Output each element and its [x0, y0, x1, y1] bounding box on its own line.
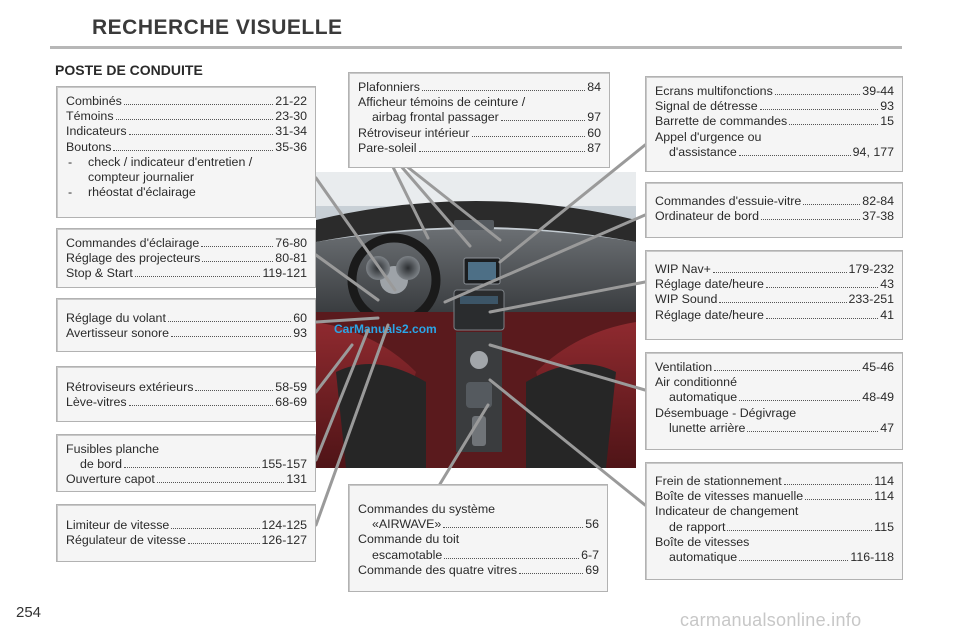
box-eclairage: [56, 228, 316, 288]
cockpit-illustration: [316, 172, 636, 468]
entry-airwave-title: Commandes du système: [358, 502, 496, 516]
entry-bvm: Boîte de vitesses manuelle 114: [655, 489, 894, 504]
entry-pare-soleil: Pare-soleil 87: [358, 140, 601, 155]
section-title: POSTE DE CONDUITE: [55, 62, 203, 78]
entry-fusibles: de bord 155-157: [80, 457, 307, 472]
bullet-check: - check / indicateur d'entretien /: [68, 154, 253, 169]
entry-boutons: Boutons 35-36: [66, 139, 307, 154]
box-essuie: [645, 182, 903, 238]
title-rule: [50, 46, 902, 49]
entry-combines: Combinés 21-22: [66, 94, 307, 108]
entry-commandes-eclairage: Commandes d'éclairage 76-80: [66, 236, 307, 250]
page-header: [0, 0, 960, 50]
box-combines: [56, 86, 316, 218]
entry-date-heure-2: Réglage date/heure 41: [655, 307, 894, 322]
entry-toit: escamotable 6-7: [372, 547, 599, 562]
entry-frein: Frein de stationnement 114: [655, 474, 894, 488]
box-retroviseurs: [56, 366, 316, 422]
entry-afficheur-title: Afficheur témoins de ceinture /: [358, 95, 526, 110]
box-frein: [645, 462, 903, 580]
entry-reglage-volant: Réglage du volant 60: [66, 311, 307, 325]
entry-airwave: «AIRWAVE» 56: [372, 517, 599, 532]
entry-ecrans: Ecrans multifonctions 39-44: [655, 84, 894, 98]
box-limiteur: [56, 504, 316, 562]
entry-ouverture-capot: Ouverture capot 131: [66, 472, 307, 487]
entry-toit-title: Commande du toit: [358, 532, 460, 547]
entry-wip-nav: WIP Nav+ 179-232: [655, 262, 894, 276]
entry-retroviseurs-ext: Rétroviseurs extérieurs 58-59: [66, 380, 307, 394]
entry-essuie-vitre: Commandes d'essuie-vitre 82-84: [655, 194, 894, 208]
page-number: 254: [16, 604, 42, 621]
entry-bva: automatique 116-118: [669, 550, 894, 565]
entry-indicateur: de rapport 115: [669, 519, 894, 534]
entry-quatre-vitres: Commande des quatre vitres 69: [358, 562, 599, 577]
entry-limiteur: Limiteur de vitesse 124-125: [66, 518, 307, 532]
entry-avertisseur: Avertisseur sonore 93: [66, 326, 307, 341]
box-fusibles: [56, 434, 316, 492]
entry-indicateurs: Indicateurs 31-34: [66, 124, 307, 139]
entry-appel-title: Appel d'urgence ou: [655, 129, 762, 144]
entry-bva-title: Boîte de vitesses: [655, 534, 750, 549]
entry-fusibles-title: Fusibles planche: [66, 442, 159, 456]
entry-temoins: Témoins 23-30: [66, 109, 307, 124]
entry-reglage-projecteurs: Réglage des projecteurs 80-81: [66, 251, 307, 266]
entry-air-title: Air conditionné: [655, 375, 737, 390]
photo-watermark: CarManuals2.com: [334, 322, 437, 336]
bullet-check-2: compteur journalier: [88, 170, 195, 185]
page-title: RECHERCHE VISUELLE: [92, 16, 343, 39]
entry-ventilation: Ventilation 45-46: [655, 360, 894, 374]
box-plafonniers: [348, 72, 610, 168]
cockpit-photo: [316, 172, 636, 468]
entry-plafonniers: Plafonniers 84: [358, 80, 601, 94]
entry-desembuage-title: Désembuage - Dégivrage: [655, 405, 797, 420]
entry-indicateur-title: Indicateur de changement: [655, 504, 799, 519]
box-wip: [645, 250, 903, 340]
entry-afficheur: airbag frontal passager 97: [372, 110, 601, 125]
entry-wip-sound: WIP Sound 233-251: [655, 292, 894, 307]
entry-stop-start: Stop & Start 119-121: [66, 266, 307, 281]
box-airwave: [348, 484, 608, 592]
bullet-rheostat: - rhéostat d'éclairage: [68, 185, 196, 200]
box-volant: [56, 298, 316, 352]
entry-air: automatique 48-49: [669, 390, 894, 405]
entry-barrette: Barrette de commandes 15: [655, 114, 894, 129]
entry-retroviseur-int: Rétroviseur intérieur 60: [358, 125, 601, 140]
box-ventilation: [645, 352, 903, 450]
entry-leve-vitres: Lève-vitres 68-69: [66, 395, 307, 410]
entry-appel: d'assistance 94, 177: [669, 144, 894, 159]
entry-regulateur: Régulateur de vitesse 126-127: [66, 533, 307, 548]
entry-date-heure-1: Réglage date/heure 43: [655, 277, 894, 292]
entry-desembuage: lunette arrière 47: [669, 420, 894, 435]
entry-signal-detresse: Signal de détresse 93: [655, 99, 894, 114]
site-watermark: carmanualsonline.info: [680, 610, 862, 630]
entry-ordinateur: Ordinateur de bord 37-38: [655, 209, 894, 224]
box-ecrans: [645, 76, 903, 172]
